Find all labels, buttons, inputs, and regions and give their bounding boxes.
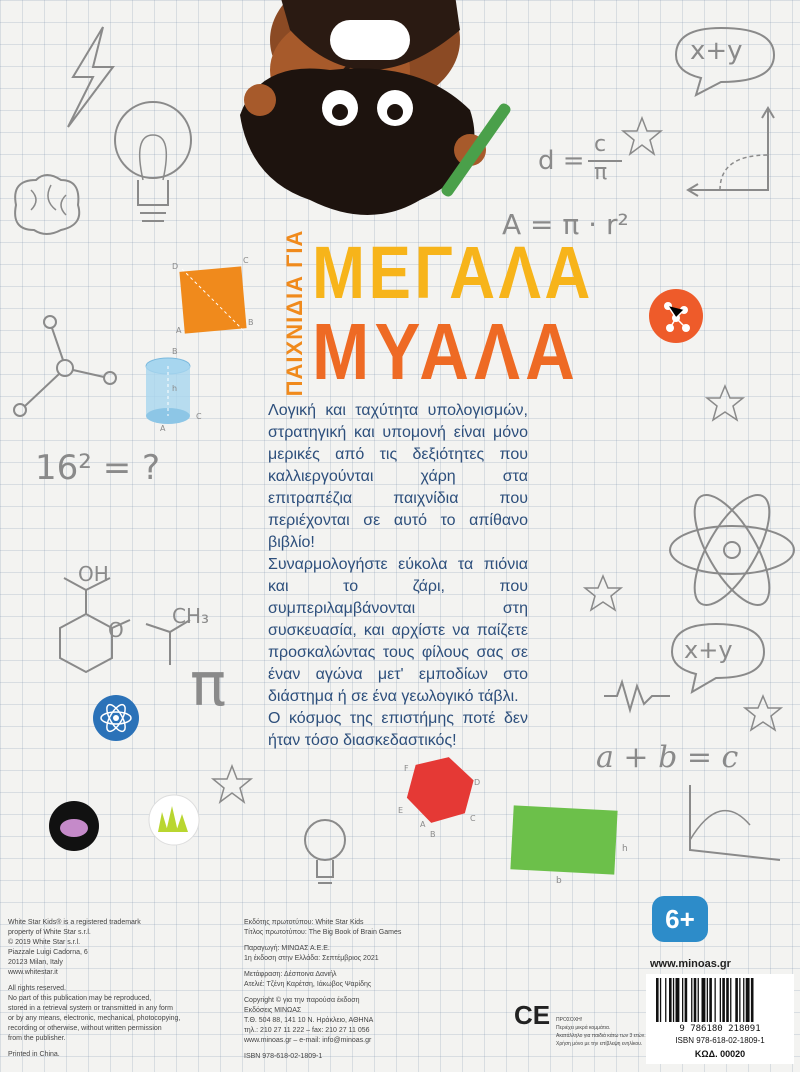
legal-left-block <box>8 918 228 1060</box>
legal-line: Εκδόσεις ΜΙΝΩΑΣ <box>244 1007 302 1014</box>
o-label: O <box>108 618 124 642</box>
warning-line: Ακατάλληλο για παιδιά κάτω των 3 ετών. <box>556 1033 646 1039</box>
square-label-c: C <box>243 256 249 265</box>
hex-label-f: F <box>404 764 409 773</box>
warning-title: ΠΡΟΣΟΧΗ! <box>556 1017 583 1023</box>
molecule-icon <box>10 310 120 420</box>
legal-line: www.minoas.gr – e-mail: info@minoas.gr <box>244 1037 372 1044</box>
hex-label-d: D <box>474 778 481 787</box>
xy-formula: x+y <box>690 36 743 66</box>
hex-label-c: C <box>470 814 476 823</box>
hex-label-a: A <box>420 820 426 829</box>
rect-label-h: h <box>622 844 628 854</box>
legal-line: ISBN 978-618-02-1809-1 <box>244 1053 323 1060</box>
graph-axes-doodle <box>680 100 780 200</box>
hex-label-e: E <box>398 806 404 815</box>
character-illustration <box>220 0 510 220</box>
legal-line: Παραγωγή: ΜΙΝΩΑΣ Α.Ε.Ε. <box>244 945 330 952</box>
legal-line: Ατελιέ: Τζένη Καρέτση, Ιάκωβος Ψαρίδης <box>244 981 372 988</box>
legal-line: 20123 Milan, Italy <box>8 959 63 966</box>
sixteen-squared-doodle: 16² = ? <box>35 448 161 488</box>
legal-line: property of White Star s.r.l. <box>8 929 91 936</box>
legal-line: from the publisher. <box>8 1035 66 1042</box>
title-prefix: ΠΑΙΧΝΙΔΙΑ ΓΙΑ <box>282 229 307 397</box>
ce-mark: CE <box>514 1000 551 1030</box>
hex-label-b: B <box>430 830 436 839</box>
legal-line: © 2019 White Star s.r.l. <box>8 939 81 946</box>
legal-line: Μετάφραση: Δέσποινα Δανιήλ <box>244 971 337 978</box>
legal-line: No part of this publication may be reproduced, <box>8 995 152 1002</box>
description-paragraph: Λογική και ταχύτητα υπολογισμών, στρατηγική και υπομονή είναι μόνο μερικές από τις δεξιότητες που καλλιεργούνται χάρη στα επιτραπέζια παιχνίδια που περιέχονται σε αυτό το απίθανο βιβλίο! <box>268 402 528 551</box>
legal-line: www.whitestar.it <box>8 969 58 976</box>
pi-doodle: π <box>190 650 227 720</box>
warning-block <box>556 1016 650 1048</box>
cylinder-label-c: C <box>196 412 202 421</box>
warning-line: Χρήση μόνο με την επίβλεψη ενηλίκου. <box>556 1041 643 1047</box>
barcode-panel <box>646 974 794 1064</box>
legal-line: Τίτλος πρωτοτύπου: The Big Book of Brain Games <box>244 929 402 936</box>
wave-doodle <box>602 676 672 716</box>
abc-formula: a + b = c <box>596 740 739 775</box>
legal-line: recording or otherwise, without written permission <box>8 1025 162 1032</box>
star-outline-icon <box>622 116 662 156</box>
oh-label: OH <box>78 562 109 586</box>
green-rectangle-shape <box>510 805 617 874</box>
book-description <box>268 400 528 752</box>
description-paragraph: Ο κόσμος της επιστήμης ποτέ δεν ήταν τόσο διασκεδαστικός! <box>268 710 528 749</box>
xy-formula-2: x+y <box>684 636 733 664</box>
legal-line: Τ.Θ. 504 88, 141 10 Ν. Ηράκλειο, ΑΘΗΝΑ <box>244 1017 374 1024</box>
age-badge: 6+ <box>652 896 708 942</box>
graph-axes-doodle <box>680 780 790 870</box>
minerals-circle-icon <box>148 794 200 846</box>
legal-line: stored in a retrieval system or transmitted in any form <box>8 1005 173 1012</box>
square-label-d: D <box>172 262 179 271</box>
red-hexagon-shape <box>400 750 480 830</box>
title-line-2: ΜΥΑΛΑ <box>312 307 581 396</box>
isbn-label: ISBN 978-618-02-1809-1 <box>675 1036 765 1045</box>
orange-square-shape <box>170 255 270 345</box>
barcode-digits: 9 786180 218091 <box>679 1024 761 1034</box>
atom-circle-icon <box>92 694 140 742</box>
legal-line: White Star Kids® is a registered trademark <box>8 919 141 926</box>
legal-line: or by any means, electronic, mechanical, photocopying, <box>8 1015 181 1022</box>
legal-line: Copyright © για την παρούσα έκδοση <box>244 997 360 1004</box>
lightbulb-icon <box>108 95 198 235</box>
brain-icon <box>6 170 86 240</box>
network-circle-icon <box>648 288 704 344</box>
ch3-label: CH₃ <box>172 604 210 628</box>
cylinder-label-b: B <box>172 347 178 356</box>
square-label-a: A <box>176 326 182 335</box>
legal-line: 1η έκδοση στην Ελλάδα: Σεπτέμβριος 2021 <box>244 955 379 962</box>
d-formula-denominator: π <box>594 160 608 185</box>
legal-line: τηλ.: 210 27 11 222 – fax: 210 27 11 056 <box>244 1027 370 1034</box>
cylinder-label-a: A <box>160 424 166 433</box>
square-label-b: B <box>248 318 254 327</box>
legal-line: All rights reserved. <box>8 985 66 992</box>
star-outline-icon <box>584 574 622 612</box>
legal-line: Printed in China. <box>8 1051 60 1058</box>
title-line-1: ΜΕΓΑΛΑ <box>312 231 594 314</box>
warning-line: Περιέχει μικρά κομμάτια. <box>556 1025 611 1031</box>
cylinder-shape <box>140 352 200 432</box>
d-formula-numerator: c <box>594 132 607 157</box>
lightbulb-small-icon <box>300 815 350 895</box>
legal-line: Piazzale Luigi Cadorna, 6 <box>8 949 88 956</box>
area-formula: A = π · r² <box>502 208 629 241</box>
website-label: www.minoas.gr <box>650 958 731 970</box>
atom-doodle <box>662 490 800 610</box>
star-outline-icon <box>744 694 782 732</box>
legal-line: Εκδότης πρωτοτύπου: White Star Kids <box>244 919 364 926</box>
d-formula-left: d = <box>538 146 585 176</box>
product-code: ΚΩΔ. 00020 <box>694 1049 746 1059</box>
description-paragraph: Συναρμολογήστε εύκολα τα πιόνια και το ζάρι, που συμπεριλαμβάνονται στη συσκευασία, και αρχίστε να παίζετε προσκαλώντας τους φίλους σας σε έναν αγώνα μετ' εμποδίων στο διάστημα ή σε ένα γεωλογικό τάβλι. <box>268 556 528 705</box>
star-outline-icon <box>706 384 744 422</box>
rect-label-b: b <box>556 876 562 886</box>
cylinder-label-h: h <box>172 384 178 393</box>
crystal-circle-icon <box>48 800 100 852</box>
legal-middle-block <box>244 918 484 1062</box>
star-icon <box>212 764 252 804</box>
barcode <box>652 978 788 1022</box>
